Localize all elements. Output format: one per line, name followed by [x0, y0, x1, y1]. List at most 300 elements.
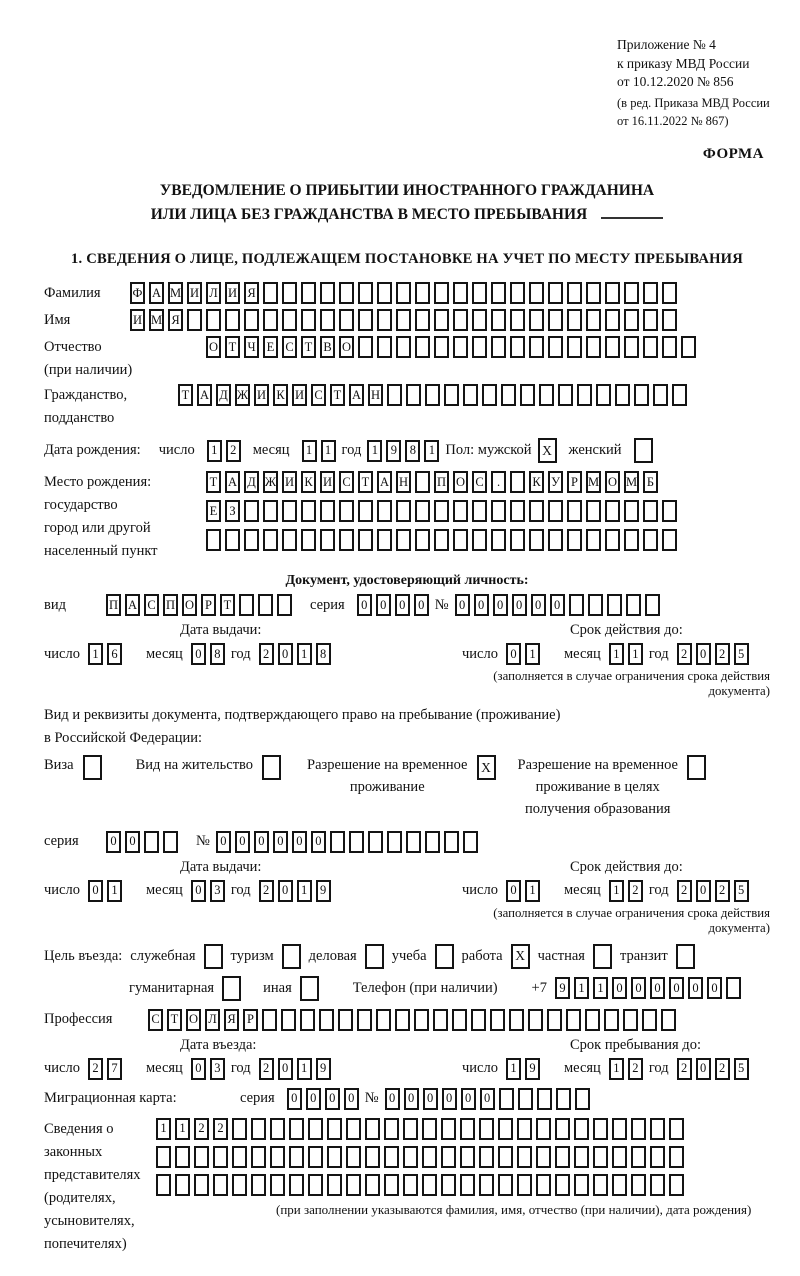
char-cell[interactable] [175, 1146, 190, 1168]
char-cell[interactable] [434, 336, 449, 358]
char-cell[interactable]: 1 [175, 1118, 190, 1140]
char-cell[interactable]: 9 [316, 1058, 331, 1080]
char-cell[interactable]: Е [263, 336, 278, 358]
char-cell[interactable]: А [197, 384, 212, 406]
char-cell[interactable]: О [605, 471, 620, 493]
char-cell[interactable] [669, 1118, 684, 1140]
char-cell[interactable]: 0 [376, 594, 391, 616]
char-cell[interactable]: 7 [107, 1058, 122, 1080]
char-cell[interactable] [558, 384, 573, 406]
char-cell[interactable] [365, 1118, 380, 1140]
char-cell[interactable] [479, 1146, 494, 1168]
char-cell[interactable] [574, 1174, 589, 1196]
char-cell[interactable]: 2 [88, 1058, 103, 1080]
char-cell[interactable] [396, 529, 411, 551]
char-cell[interactable]: Д [216, 384, 231, 406]
char-cell[interactable] [605, 282, 620, 304]
char-cell[interactable]: И [254, 384, 269, 406]
char-cell[interactable]: 0 [531, 594, 546, 616]
char-cell[interactable]: 1 [628, 643, 643, 665]
char-cell[interactable]: 0 [191, 1058, 206, 1080]
char-cell[interactable]: Д [244, 471, 259, 493]
char-cell[interactable] [425, 831, 440, 853]
char-cell[interactable] [586, 500, 601, 522]
char-cell[interactable] [244, 309, 259, 331]
char-cell[interactable] [251, 1174, 266, 1196]
char-cell[interactable]: О [186, 1009, 201, 1031]
char-cell[interactable] [548, 282, 563, 304]
char-cell[interactable]: А [225, 471, 240, 493]
char-cell[interactable]: 1 [609, 880, 624, 902]
char-cell[interactable] [319, 1009, 334, 1031]
char-cell[interactable] [510, 471, 525, 493]
char-cell[interactable] [555, 1146, 570, 1168]
char-cell[interactable]: 0 [191, 880, 206, 902]
purpose-study-checkbox[interactable] [435, 944, 454, 969]
char-cell[interactable] [672, 384, 687, 406]
char-cell[interactable] [567, 309, 582, 331]
char-cell[interactable] [605, 336, 620, 358]
char-cell[interactable] [463, 831, 478, 853]
char-cell[interactable]: 0 [216, 831, 231, 853]
char-cell[interactable] [615, 384, 630, 406]
temp-residence-permit-checkbox[interactable]: X [477, 755, 496, 780]
char-cell[interactable] [414, 1009, 429, 1031]
char-cell[interactable] [631, 1174, 646, 1196]
char-cell[interactable] [529, 336, 544, 358]
char-cell[interactable] [517, 1174, 532, 1196]
char-cell[interactable]: И [187, 282, 202, 304]
char-cell[interactable] [415, 529, 430, 551]
char-cell[interactable]: 1 [297, 880, 312, 902]
char-cell[interactable] [175, 1174, 190, 1196]
char-cell[interactable] [653, 384, 668, 406]
char-cell[interactable]: 0 [455, 594, 470, 616]
char-cell[interactable]: 9 [386, 440, 401, 462]
char-cell[interactable] [510, 336, 525, 358]
char-cell[interactable] [156, 1174, 171, 1196]
char-cell[interactable] [510, 529, 525, 551]
char-cell[interactable] [346, 1146, 361, 1168]
char-cell[interactable] [327, 1174, 342, 1196]
char-cell[interactable] [634, 384, 649, 406]
char-cell[interactable] [491, 529, 506, 551]
char-cell[interactable]: Ч [244, 336, 259, 358]
char-cell[interactable]: 0 [254, 831, 269, 853]
char-cell[interactable] [517, 1118, 532, 1140]
char-cell[interactable] [612, 1118, 627, 1140]
char-cell[interactable]: 0 [696, 880, 711, 902]
char-cell[interactable] [365, 1174, 380, 1196]
char-cell[interactable]: 0 [414, 594, 429, 616]
char-cell[interactable]: А [149, 282, 164, 304]
char-cell[interactable] [548, 336, 563, 358]
char-cell[interactable]: О [453, 471, 468, 493]
char-cell[interactable]: Ф [130, 282, 145, 304]
char-cell[interactable]: К [273, 384, 288, 406]
char-cell[interactable]: 0 [474, 594, 489, 616]
char-cell[interactable] [346, 1174, 361, 1196]
char-cell[interactable] [270, 1118, 285, 1140]
char-cell[interactable] [452, 1009, 467, 1031]
char-cell[interactable]: 5 [734, 643, 749, 665]
char-cell[interactable] [282, 529, 297, 551]
char-cell[interactable] [225, 529, 240, 551]
char-cell[interactable]: П [163, 594, 178, 616]
char-cell[interactable]: 8 [405, 440, 420, 462]
char-cell[interactable]: 0 [480, 1088, 495, 1110]
char-cell[interactable]: 5 [734, 1058, 749, 1080]
char-cell[interactable] [308, 1118, 323, 1140]
char-cell[interactable] [289, 1118, 304, 1140]
char-cell[interactable] [358, 309, 373, 331]
char-cell[interactable]: 2 [259, 1058, 274, 1080]
char-cell[interactable] [605, 500, 620, 522]
char-cell[interactable]: 2 [259, 643, 274, 665]
char-cell[interactable] [415, 500, 430, 522]
char-cell[interactable]: Т [220, 594, 235, 616]
char-cell[interactable] [460, 1146, 475, 1168]
char-cell[interactable]: М [624, 471, 639, 493]
char-cell[interactable] [320, 282, 335, 304]
char-cell[interactable] [308, 1174, 323, 1196]
char-cell[interactable] [555, 1118, 570, 1140]
char-cell[interactable]: 0 [493, 594, 508, 616]
char-cell[interactable] [650, 1118, 665, 1140]
char-cell[interactable] [368, 831, 383, 853]
char-cell[interactable] [529, 529, 544, 551]
char-cell[interactable] [422, 1174, 437, 1196]
char-cell[interactable] [434, 500, 449, 522]
purpose-tourism-checkbox[interactable] [282, 944, 301, 969]
char-cell[interactable] [547, 1009, 562, 1031]
char-cell[interactable] [320, 309, 335, 331]
char-cell[interactable] [415, 309, 430, 331]
char-cell[interactable] [472, 336, 487, 358]
char-cell[interactable] [262, 1009, 277, 1031]
char-cell[interactable] [586, 529, 601, 551]
char-cell[interactable] [384, 1174, 399, 1196]
char-cell[interactable] [377, 282, 392, 304]
char-cell[interactable] [144, 831, 159, 853]
char-cell[interactable]: П [106, 594, 121, 616]
char-cell[interactable] [510, 500, 525, 522]
char-cell[interactable]: 1 [424, 440, 439, 462]
char-cell[interactable]: К [529, 471, 544, 493]
char-cell[interactable] [575, 1088, 590, 1110]
char-cell[interactable] [434, 282, 449, 304]
char-cell[interactable] [244, 529, 259, 551]
char-cell[interactable]: И [130, 309, 145, 331]
char-cell[interactable] [441, 1146, 456, 1168]
char-cell[interactable]: 1 [609, 1058, 624, 1080]
char-cell[interactable]: М [168, 282, 183, 304]
char-cell[interactable] [422, 1146, 437, 1168]
char-cell[interactable] [643, 529, 658, 551]
char-cell[interactable] [263, 309, 278, 331]
char-cell[interactable] [301, 282, 316, 304]
char-cell[interactable] [358, 529, 373, 551]
char-cell[interactable] [263, 282, 278, 304]
char-cell[interactable]: 0 [612, 977, 627, 999]
purpose-work-checkbox[interactable]: X [511, 944, 530, 969]
char-cell[interactable]: Я [168, 309, 183, 331]
char-cell[interactable] [650, 1146, 665, 1168]
char-cell[interactable] [567, 336, 582, 358]
char-cell[interactable]: 0 [191, 643, 206, 665]
char-cell[interactable]: М [149, 309, 164, 331]
char-cell[interactable] [548, 309, 563, 331]
char-cell[interactable]: 0 [357, 594, 372, 616]
char-cell[interactable]: 1 [297, 1058, 312, 1080]
char-cell[interactable]: 1 [593, 977, 608, 999]
char-cell[interactable] [444, 831, 459, 853]
char-cell[interactable] [593, 1146, 608, 1168]
char-cell[interactable]: 0 [344, 1088, 359, 1110]
char-cell[interactable] [377, 336, 392, 358]
char-cell[interactable] [396, 309, 411, 331]
char-cell[interactable] [244, 500, 259, 522]
purpose-private-checkbox[interactable] [593, 944, 612, 969]
char-cell[interactable]: 2 [628, 880, 643, 902]
char-cell[interactable] [396, 336, 411, 358]
char-cell[interactable]: Р [567, 471, 582, 493]
char-cell[interactable] [339, 529, 354, 551]
char-cell[interactable] [569, 594, 584, 616]
char-cell[interactable]: 0 [273, 831, 288, 853]
char-cell[interactable]: А [125, 594, 140, 616]
char-cell[interactable]: 0 [385, 1088, 400, 1110]
char-cell[interactable]: 2 [677, 880, 692, 902]
char-cell[interactable]: 0 [696, 1058, 711, 1080]
char-cell[interactable]: 0 [512, 594, 527, 616]
char-cell[interactable] [623, 1009, 638, 1031]
char-cell[interactable] [536, 1146, 551, 1168]
char-cell[interactable]: О [339, 336, 354, 358]
char-cell[interactable] [605, 309, 620, 331]
char-cell[interactable] [518, 1088, 533, 1110]
char-cell[interactable] [643, 282, 658, 304]
char-cell[interactable] [624, 336, 639, 358]
char-cell[interactable] [643, 309, 658, 331]
char-cell[interactable]: С [339, 471, 354, 493]
char-cell[interactable] [510, 282, 525, 304]
char-cell[interactable]: Я [244, 282, 259, 304]
char-cell[interactable] [662, 336, 677, 358]
char-cell[interactable] [669, 1174, 684, 1196]
char-cell[interactable] [585, 1009, 600, 1031]
char-cell[interactable] [669, 1146, 684, 1168]
char-cell[interactable] [453, 500, 468, 522]
char-cell[interactable]: 0 [292, 831, 307, 853]
char-cell[interactable] [536, 1174, 551, 1196]
char-cell[interactable] [574, 1146, 589, 1168]
char-cell[interactable]: 0 [442, 1088, 457, 1110]
char-cell[interactable] [577, 384, 592, 406]
char-cell[interactable] [282, 500, 297, 522]
char-cell[interactable]: 1 [297, 643, 312, 665]
char-cell[interactable] [357, 1009, 372, 1031]
char-cell[interactable]: Я [224, 1009, 239, 1031]
char-cell[interactable]: 1 [525, 643, 540, 665]
char-cell[interactable]: Ж [263, 471, 278, 493]
char-cell[interactable] [501, 384, 516, 406]
char-cell[interactable] [643, 500, 658, 522]
char-cell[interactable] [251, 1118, 266, 1140]
char-cell[interactable] [626, 594, 641, 616]
char-cell[interactable] [593, 1174, 608, 1196]
char-cell[interactable] [282, 309, 297, 331]
char-cell[interactable] [528, 1009, 543, 1031]
char-cell[interactable]: Л [205, 1009, 220, 1031]
char-cell[interactable]: 0 [550, 594, 565, 616]
edu-residence-permit-checkbox[interactable] [687, 755, 706, 780]
char-cell[interactable] [384, 1146, 399, 1168]
char-cell[interactable]: 0 [688, 977, 703, 999]
char-cell[interactable] [320, 500, 335, 522]
char-cell[interactable] [156, 1146, 171, 1168]
char-cell[interactable] [376, 1009, 391, 1031]
char-cell[interactable]: 2 [226, 440, 241, 462]
char-cell[interactable] [491, 309, 506, 331]
char-cell[interactable]: 1 [367, 440, 382, 462]
char-cell[interactable] [681, 336, 696, 358]
char-cell[interactable] [472, 282, 487, 304]
char-cell[interactable] [263, 500, 278, 522]
char-cell[interactable]: Л [206, 282, 221, 304]
char-cell[interactable] [213, 1146, 228, 1168]
char-cell[interactable]: 0 [306, 1088, 321, 1110]
char-cell[interactable] [206, 529, 221, 551]
char-cell[interactable] [490, 1009, 505, 1031]
char-cell[interactable] [567, 282, 582, 304]
char-cell[interactable] [596, 384, 611, 406]
char-cell[interactable] [460, 1174, 475, 1196]
char-cell[interactable]: 1 [302, 440, 317, 462]
char-cell[interactable] [406, 831, 421, 853]
char-cell[interactable] [232, 1118, 247, 1140]
char-cell[interactable] [460, 1118, 475, 1140]
purpose-humanitarian-checkbox[interactable] [222, 976, 241, 1001]
char-cell[interactable] [330, 831, 345, 853]
char-cell[interactable] [213, 1174, 228, 1196]
char-cell[interactable] [441, 1174, 456, 1196]
char-cell[interactable]: 0 [287, 1088, 302, 1110]
char-cell[interactable] [406, 384, 421, 406]
char-cell[interactable] [472, 500, 487, 522]
char-cell[interactable] [346, 1118, 361, 1140]
char-cell[interactable] [645, 594, 660, 616]
char-cell[interactable]: 0 [395, 594, 410, 616]
char-cell[interactable]: 2 [715, 1058, 730, 1080]
char-cell[interactable] [425, 384, 440, 406]
char-cell[interactable] [301, 529, 316, 551]
char-cell[interactable] [251, 1146, 266, 1168]
char-cell[interactable] [232, 1146, 247, 1168]
char-cell[interactable]: 1 [88, 643, 103, 665]
char-cell[interactable]: И [292, 384, 307, 406]
char-cell[interactable]: 1 [207, 440, 222, 462]
char-cell[interactable] [387, 384, 402, 406]
char-cell[interactable] [517, 1146, 532, 1168]
char-cell[interactable] [482, 384, 497, 406]
char-cell[interactable] [300, 1009, 315, 1031]
char-cell[interactable]: 1 [609, 643, 624, 665]
char-cell[interactable]: 0 [423, 1088, 438, 1110]
char-cell[interactable] [539, 384, 554, 406]
residence-permit-checkbox[interactable] [262, 755, 281, 780]
char-cell[interactable]: И [225, 282, 240, 304]
char-cell[interactable]: 6 [107, 643, 122, 665]
char-cell[interactable] [444, 384, 459, 406]
char-cell[interactable]: 1 [525, 880, 540, 902]
char-cell[interactable] [612, 1146, 627, 1168]
char-cell[interactable] [453, 336, 468, 358]
char-cell[interactable]: С [282, 336, 297, 358]
char-cell[interactable] [604, 1009, 619, 1031]
char-cell[interactable]: О [182, 594, 197, 616]
char-cell[interactable] [726, 977, 741, 999]
char-cell[interactable] [441, 1118, 456, 1140]
char-cell[interactable] [662, 500, 677, 522]
char-cell[interactable]: 2 [628, 1058, 643, 1080]
char-cell[interactable] [650, 1174, 665, 1196]
male-checkbox[interactable]: X [538, 438, 557, 463]
purpose-business-checkbox[interactable] [365, 944, 384, 969]
char-cell[interactable]: С [472, 471, 487, 493]
char-cell[interactable] [258, 594, 273, 616]
char-cell[interactable] [194, 1174, 209, 1196]
char-cell[interactable] [472, 529, 487, 551]
char-cell[interactable] [472, 309, 487, 331]
char-cell[interactable]: 2 [715, 880, 730, 902]
char-cell[interactable] [520, 384, 535, 406]
char-cell[interactable] [163, 831, 178, 853]
char-cell[interactable] [358, 282, 373, 304]
char-cell[interactable]: С [311, 384, 326, 406]
char-cell[interactable]: 0 [235, 831, 250, 853]
char-cell[interactable] [612, 1174, 627, 1196]
char-cell[interactable] [479, 1118, 494, 1140]
char-cell[interactable] [529, 282, 544, 304]
char-cell[interactable]: Р [243, 1009, 258, 1031]
char-cell[interactable]: 0 [88, 880, 103, 902]
char-cell[interactable]: 0 [278, 880, 293, 902]
char-cell[interactable] [566, 1009, 581, 1031]
char-cell[interactable] [358, 336, 373, 358]
char-cell[interactable]: 0 [278, 1058, 293, 1080]
char-cell[interactable] [453, 309, 468, 331]
char-cell[interactable] [206, 309, 221, 331]
char-cell[interactable] [301, 500, 316, 522]
char-cell[interactable]: 0 [631, 977, 646, 999]
char-cell[interactable]: 8 [210, 643, 225, 665]
char-cell[interactable] [453, 282, 468, 304]
char-cell[interactable] [415, 471, 430, 493]
char-cell[interactable] [377, 529, 392, 551]
char-cell[interactable]: Т [178, 384, 193, 406]
char-cell[interactable] [349, 831, 364, 853]
visa-checkbox[interactable] [83, 755, 102, 780]
char-cell[interactable]: В [320, 336, 335, 358]
char-cell[interactable] [662, 309, 677, 331]
char-cell[interactable] [387, 831, 402, 853]
char-cell[interactable] [308, 1146, 323, 1168]
char-cell[interactable] [586, 282, 601, 304]
char-cell[interactable] [327, 1118, 342, 1140]
char-cell[interactable]: 0 [325, 1088, 340, 1110]
char-cell[interactable] [433, 1009, 448, 1031]
